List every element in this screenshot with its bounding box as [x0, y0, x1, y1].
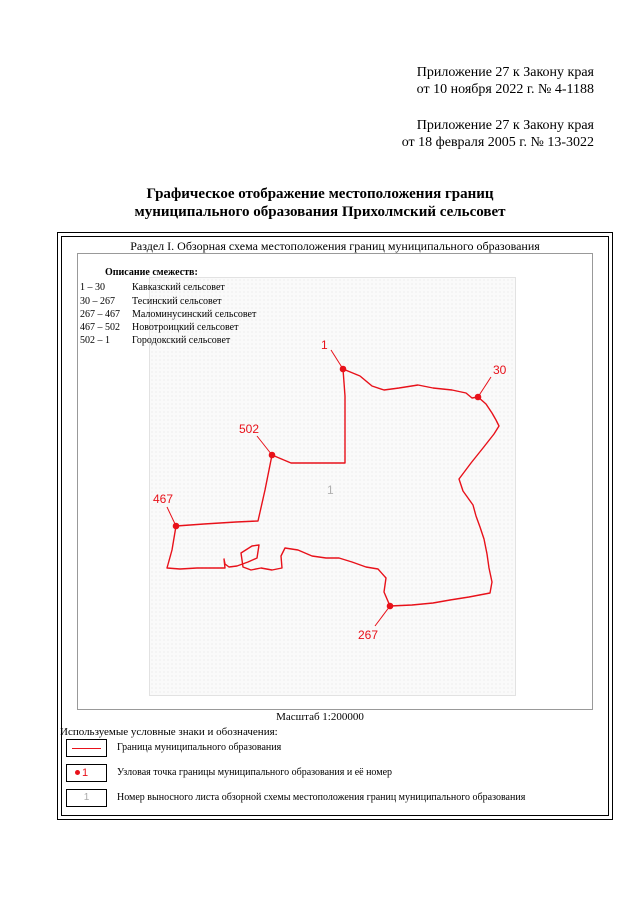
boundary-node-point	[387, 603, 394, 610]
adjacency-name: Новотроицкий сельсовет	[132, 322, 239, 333]
point-leader-line	[478, 377, 491, 397]
legend-sheet-text: Номер выносного листа обзорной схемы местоположения границ муниципального образования	[117, 792, 526, 803]
adjacency-name: Тесинский сельсовет	[132, 296, 222, 307]
boundary-node-point	[173, 523, 180, 530]
boundary-node-point	[269, 452, 276, 459]
header-line-3: Приложение 27 к Закону края	[416, 118, 594, 133]
legend-boundary-symbol	[66, 739, 107, 757]
node-point-icon-number: 1	[82, 767, 89, 779]
node-point-icon	[75, 767, 88, 779]
adjacency-range: 467 – 502	[80, 322, 120, 333]
title-line-1: Графическое отображение местоположения границ	[146, 186, 494, 202]
adjacency-range: 30 – 267	[80, 296, 115, 307]
legend-boundary-text: Граница муниципального образования	[117, 742, 282, 753]
adjacency-name: Кавказский сельсовет	[132, 282, 225, 293]
section-title: Раздел I. Обзорная схема местоположения границ муниципального образования	[130, 239, 540, 253]
legend-node-text: Узловая точка границы муниципального образования и её номер	[117, 767, 393, 778]
sheet-number-icon: 1	[83, 792, 90, 803]
map-scale: Масштаб 1:200000	[276, 711, 364, 723]
adjacency-title: Описание смежеств:	[105, 267, 198, 278]
adjacency-range: 1 – 30	[80, 282, 105, 293]
boundary-node-point	[475, 394, 482, 401]
title-line-2: муниципального образования Прихолмский сельсовет	[134, 204, 506, 220]
point-label: 267	[358, 628, 379, 642]
sheet-number-label: 1	[327, 483, 334, 497]
header-line-1: Приложение 27 к Закону края	[416, 65, 594, 80]
adjacency-range: 502 – 1	[80, 335, 110, 346]
point-label: 30	[493, 363, 507, 377]
adjacency-name: Городокский сельсовет	[132, 335, 231, 346]
point-leader-line	[375, 606, 390, 626]
point-label: 1	[321, 338, 328, 352]
legend-sheet-symbol	[66, 789, 107, 807]
legend-node-symbol	[66, 764, 107, 782]
adjacency-name: Маломинусинский сельсовет	[132, 309, 257, 320]
legend-title: Используемые условные знаки и обозначения:	[60, 726, 278, 738]
point-leader-line	[257, 436, 272, 455]
header-line-2: от 10 ноября 2022 г. № 4-1188	[416, 82, 594, 97]
adjacency-range: 267 – 467	[80, 309, 120, 320]
boundary-node-point	[340, 366, 347, 373]
point-label: 467	[153, 492, 174, 506]
point-label: 502	[239, 422, 260, 436]
point-leader-line	[331, 350, 343, 369]
header-line-4: от 18 февраля 2005 г. № 13-3022	[401, 135, 594, 150]
boundary-line-icon	[72, 748, 101, 749]
